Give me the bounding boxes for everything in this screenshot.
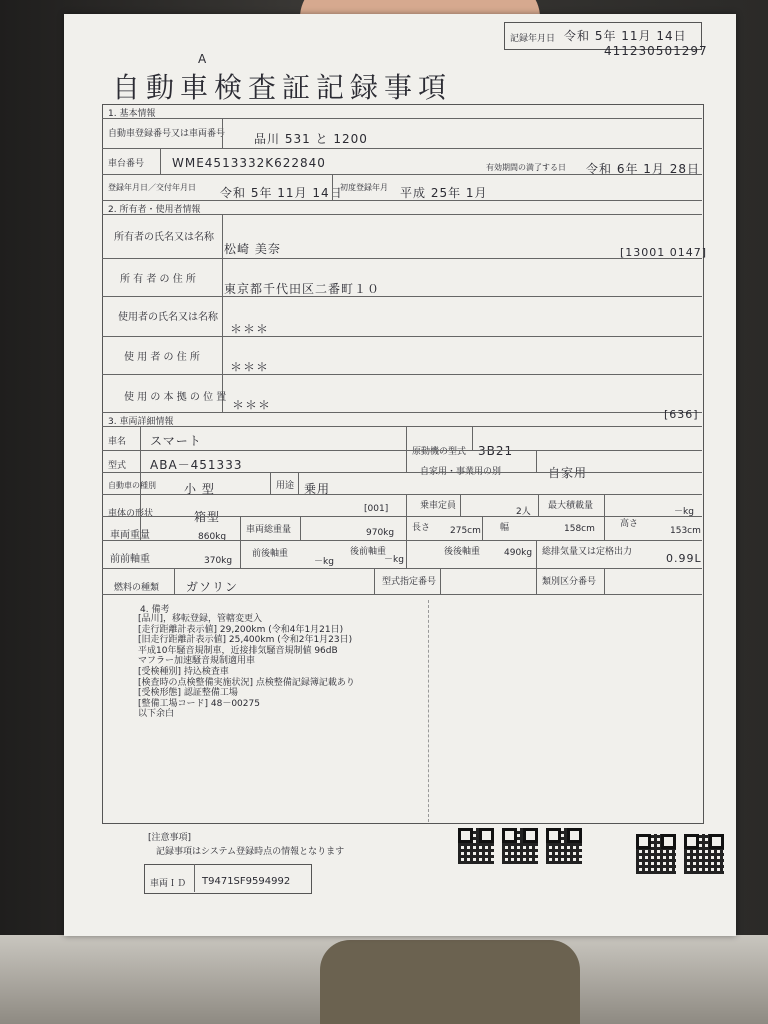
vehicle-kind-label: 自動車の種別 [108, 481, 156, 490]
body-shape-label: 車体の形状 [108, 509, 154, 519]
reg-number-label: 自動車登録番号又は車両番号 [108, 129, 226, 139]
type-designation-label: 型式指定番号 [382, 577, 437, 587]
rear-front-axle-value: －kg [384, 555, 404, 565]
weight-label: 車両重量 [110, 530, 150, 541]
max-load-label: 最大積載量 [548, 501, 594, 511]
user-name-label: 使用者の氏名又は名称 [118, 312, 218, 323]
body-shape-code: [001] [364, 504, 389, 514]
max-load-value: －kg [674, 507, 694, 517]
qr-code-1 [458, 828, 494, 864]
remark-line: マフラー加速騒音規制適用車 [138, 656, 256, 667]
first-reg-value: 平成 25年 1月 [400, 186, 488, 200]
sheet-letter: A [198, 52, 207, 66]
maker-value: スマート [150, 434, 202, 448]
vehicle-code: [636] [664, 408, 699, 421]
use-type-label: 自家用・事業用の別 [420, 467, 502, 477]
length-value: 275cm [450, 526, 481, 536]
width-label: 幅 [500, 523, 510, 533]
record-date-label: 記録年月日 [510, 34, 556, 44]
use-type-value: 自家用 [548, 466, 588, 480]
length-label: 長さ [412, 523, 431, 533]
user-name-value: ＊＊＊ [230, 322, 270, 336]
section-remarks: 4. 備考 [140, 605, 170, 615]
fuel-type-label: 燃料の種類 [114, 583, 160, 593]
vehicle-kind-value: 小 型 [184, 482, 215, 496]
reg-date-label: 登録年月日／交付年月日 [108, 183, 196, 192]
rear-rear-axle-value: 490kg [504, 548, 533, 558]
owner-name-value: 松崎 美奈 [224, 242, 281, 256]
qr-code-3 [546, 828, 582, 864]
qr-code-5 [684, 834, 724, 874]
remark-line: [受検種別] 持込検査車 [138, 666, 229, 677]
qr-code-4 [636, 834, 676, 874]
model-label: 型式 [108, 461, 127, 471]
notice-text: 記録事項はシステム登録時点の情報となります [156, 847, 345, 857]
class-number-label: 類別区分番号 [542, 577, 597, 587]
remark-line: [受検形態] 認証整備工場 [138, 688, 238, 699]
remark-line: [整備工場コード] 48－00275 [138, 698, 260, 709]
notice-label: [注意事項] [148, 833, 192, 843]
height-value: 153cm [670, 526, 701, 536]
purpose-value: 乗用 [304, 482, 331, 496]
remark-line: 平成10年騒音規制車，近接排気騒音規制値 96dB [138, 645, 338, 656]
owner-address-label: 所 有 者 の 住 所 [120, 274, 196, 285]
reg-date-value: 令和 5年 11月 14日 [220, 186, 343, 200]
base-location-value: ＊＊＊ [232, 398, 272, 412]
chassis-value: WME4513332K622840 [172, 156, 326, 170]
capacity-label: 乗車定員 [420, 501, 457, 511]
remark-line: [走行距離計表示値] 29,200km (令和4年1月21日) [138, 624, 344, 635]
qr-code-2 [502, 828, 538, 864]
front-rear-axle-label: 前後軸重 [252, 549, 289, 559]
remark-line: [検査時の点検整備実施状況] 点検整備記録簿記載あり [138, 677, 355, 688]
purpose-label: 用途 [276, 481, 295, 491]
rear-rear-axle-label: 後後軸重 [444, 547, 481, 557]
first-reg-label: 初度登録年月 [340, 183, 388, 192]
fuel-type-value: ガソリン [186, 580, 239, 594]
chassis-label: 車台番号 [108, 159, 145, 169]
user-address-label: 使 用 者 の 住 所 [124, 352, 200, 363]
body-shape-value: 箱型 [194, 510, 221, 524]
displacement-label: 総排気量又は定格出力 [542, 547, 633, 557]
user-address-value: ＊＊＊ [230, 360, 270, 374]
serial-number: 411230501297 [604, 44, 708, 58]
gross-weight-label: 車両総重量 [246, 525, 292, 535]
expiry-label: 有効期間の満了する日 [486, 163, 566, 172]
owner-name-label: 所有者の氏名又は名称 [114, 232, 214, 243]
base-location-label: 使 用 の 本 拠 の 位 置 [124, 392, 227, 403]
height-label: 高さ [620, 519, 639, 529]
owner-code: [13001 0147] [620, 246, 708, 259]
engine-model-label: 原動機の型式 [412, 447, 467, 457]
record-date-value: 令和 5年 11月 14日 [564, 29, 687, 43]
displacement-value: 0.99L [666, 552, 702, 565]
maker-label: 車名 [108, 437, 127, 447]
vehicle-id-label: 車両ＩＤ [150, 879, 187, 889]
remark-line: 以下余白 [138, 709, 175, 720]
section-owner: 2. 所有者・使用者情報 [108, 205, 201, 215]
sleeve [320, 940, 580, 1024]
front-front-axle-label: 前前軸重 [110, 554, 150, 565]
engine-model-value: 3B21 [478, 444, 514, 458]
front-front-axle-value: 370kg [204, 556, 233, 566]
capacity-value: 2人 [516, 507, 531, 517]
section-vehicle: 3. 車両詳細情報 [108, 417, 174, 427]
owner-address-value: 東京都千代田区二番町１０ [224, 282, 381, 296]
model-value: ABA－451333 [150, 458, 243, 472]
section-basic: 1. 基本情報 [108, 109, 156, 119]
expiry-value: 令和 6年 1月 28日 [586, 162, 700, 176]
document-title: 自動車検査証記録事項 [112, 71, 453, 104]
vehicle-id-value: T9471SF9594992 [202, 876, 291, 887]
weight-value: 860kg [198, 532, 227, 542]
remarks-list [138, 614, 428, 720]
front-rear-axle-value: －kg [314, 557, 334, 567]
reg-number-value: 品川 531 と 1200 [254, 132, 368, 146]
width-value: 158cm [564, 524, 595, 534]
rear-front-axle-label: 後前軸重 [350, 547, 387, 557]
remark-line: [旧走行距離計表示値] 25,400km (令和2年1月23日) [138, 635, 353, 646]
gross-weight-value: 970kg [366, 528, 395, 538]
inspection-certificate-sheet [64, 14, 736, 936]
remark-line: [品川]，移転登録，管轄変更入 [138, 614, 263, 624]
